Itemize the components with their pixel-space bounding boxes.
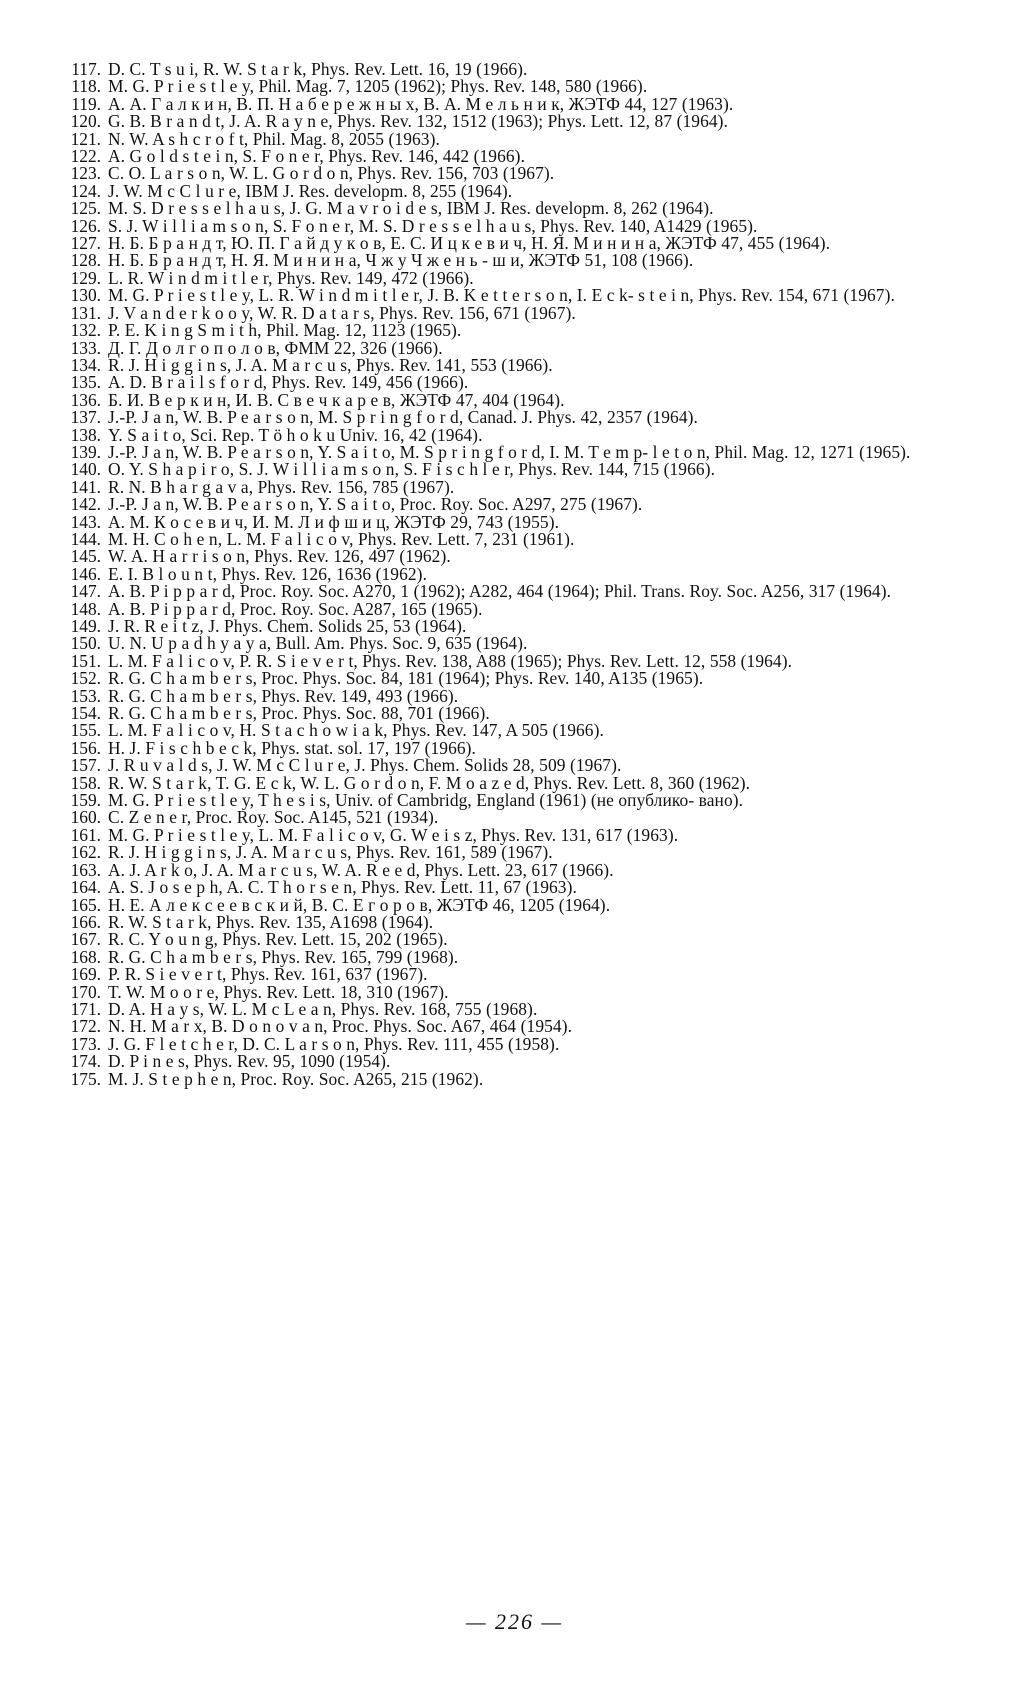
reference-text: G. B. B r a n d t, J. A. R a y n e, Phys. Rev. 132, 1512 (1963); Phys. Lett. 12, 87 (1964). [108,111,729,132]
reference-text: M. G. P r i e s t l e y, L. M. F a l i c o v, G. W e i s z, Phys. Rev. 131, 617 (1963). [108,824,679,845]
reference-text: S. J. W i l l i a m s o n, S. F o n e r, M. S. D r e s s e l h a u s, Phys. Rev. 140, A1429 (1965). [108,215,758,236]
reference-list [56,61,961,1088]
reference-text: M. G. P r i e s t l e y, Phil. Mag. 7, 1205 (1962); Phys. Rev. 148, 580 (1966). [108,76,648,97]
reference-number: 150. [70,633,101,654]
reference-text: Н. Е. А л е к с е е в с к и й, В. С. Е г о р о в, ЖЭТФ 46, 1205 (1964). [108,894,611,915]
reference-text: N. W. A s h c r o f t, Phil. Mag. 8, 2055 (1963). [108,128,440,149]
reference-number: 148. [70,598,101,619]
reference-number: 122. [70,146,101,167]
reference-number: 140. [70,459,101,480]
reference-number: 147. [70,581,101,602]
reference-text: J. R. R e i t z, J. Phys. Chem. Solids 25, 53 (1964). [108,616,467,636]
reference-number: 131. [70,302,101,323]
reference-number: 146. [70,563,101,584]
reference-number: 135. [70,372,101,393]
reference-text: M. S. D r e s s e l h a u s, J. G. M a v r o i d e s, IBM J. Res. developm. 8, 262 (1964). [108,198,714,219]
reference-text: L. M. F a l i c o v, P. R. S i e v e r t, Phys. Rev. 138, A88 (1965); Phys. Rev. Lett. 12, 558 (1964). [108,650,793,671]
reference-entry [56,879,961,896]
reference-number: 125. [70,198,101,219]
reference-number: 133. [70,337,101,358]
reference-number: 128. [70,250,101,271]
reference-number: 139. [70,441,101,462]
reference-text: J.-P. J a n, W. B. P e a r s o n, M. S p r i n g f o r d, Canad. J. Phys. 42, 2357 (1964). [108,407,698,428]
reference-text: А. М. К о с е в и ч, И. М. Л и ф ш и ц, ЖЭТФ 29, 743 (1955). [108,511,560,532]
reference-number: 136. [70,389,101,410]
reference-number: 161. [70,824,101,845]
reference-text: C. Z e n e r, Proc. Roy. Soc. A145, 521 (1934). [108,807,439,828]
reference-number: 129. [70,267,101,288]
reference-number: 138. [70,424,101,445]
reference-entry [56,113,961,130]
reference-number: 126. [70,215,101,236]
reference-text: R. N. B h a r g a v a, Phys. Rev. 156, 785 (1967). [108,476,455,497]
reference-number: 172. [70,1016,101,1037]
reference-text: P. E. K i n g S m i t h, Phil. Mag. 12, 1123 (1965). [108,320,462,341]
reference-entry [56,322,961,339]
reference-number: 117. [71,59,101,79]
page-number: — 226 — [465,1609,564,1634]
reference-text: U. N. U p a d h y a y a, Bull. Am. Phys. Soc. 9, 635 (1964). [108,633,528,654]
reference-text: J. G. F l e t c h e r, D. C. L a r s o n, Phys. Rev. 111, 455 (1958). [108,1033,560,1054]
reference-number: 174. [70,1051,101,1072]
reference-number: 159. [70,790,101,811]
reference-number: 118. [71,76,101,97]
reference-number: 166. [70,911,101,932]
reference-text: R. G. C h a m b e r s, Phys. Rev. 165, 799 (1968). [108,946,459,967]
reference-entry [56,966,961,983]
reference-number: 152. [70,668,101,689]
reference-text: R. W. S t a r k, T. G. E c k, W. L. G o r d o n, F. M o a z e d, Phys. Rev. Lett. 8, 360 (1962). [108,772,751,793]
reference-number: 151. [70,650,101,671]
reference-text: A. J. A r k o, J. A. M a r c u s, W. A. R e e d, Phys. Lett. 23, 617 (1966). [108,859,614,880]
reference-number: 127. [70,233,101,254]
reference-text: J.-P. J a n, W. B. P e a r s o n, Y. S a i t o, Proc. Roy. Soc. A297, 275 (1967). [108,494,643,515]
reference-text: O. Y. S h a p i r o, S. J. W i l l i a m s o n, S. F i s c h l e r, Phys. Rev. 144, 715 (1966). [108,459,716,480]
reference-entry [56,496,961,513]
reference-number: 132. [70,320,101,341]
reference-number: 124. [70,180,101,201]
reference-text: R. C. Y o u n g, Phys. Rev. Lett. 15, 202 (1965). [108,929,448,950]
reference-text: C. O. L a r s o n, W. L. G o r d o n, Phys. Rev. 156, 703 (1967). [108,163,555,184]
reference-number: 168. [70,946,101,967]
reference-text: R. G. C h a m b e r s, Phys. Rev. 149, 493 (1966). [108,685,459,706]
reference-text: L. M. F a l i c o v, H. S t a c h o w i a k, Phys. Rev. 147, A 505 (1966). [108,720,604,741]
reference-number: 154. [70,703,101,724]
reference-number: 171. [70,998,101,1019]
reference-number: 163. [70,859,101,880]
reference-text: A. G o l d s t e i n, S. F o n e r, Phys. Rev. 146, 442 (1966). [108,146,526,167]
reference-number: 173. [70,1033,101,1054]
reference-entry [56,1053,961,1070]
reference-text: A. S. J o s e p h, A. C. T h o r s e n, Phys. Rev. Lett. 11, 67 (1963). [108,877,577,898]
reference-number: 164. [70,877,101,898]
reference-text: R. J. H i g g i n s, J. A. M a r c u s, Phys. Rev. 161, 589 (1967). [108,842,553,863]
reference-number: 142. [70,494,101,515]
reference-entry [56,409,961,426]
reference-text: D. A. H a y s, W. L. M c L e a n, Phys. Rev. 168, 755 (1968). [108,998,538,1019]
reference-number: 137. [70,407,101,428]
reference-text: T. W. M o o r e, Phys. Rev. Lett. 18, 310 (1967). [108,981,449,1002]
reference-number: 123. [70,163,101,184]
reference-text: A. D. B r a i l s f o r d, Phys. Rev. 149, 456 (1966). [108,372,469,393]
reference-number: 120. [70,111,101,132]
reference-entry [56,1068,961,1089]
reference-text: Н. Б. Б р а н д т, Ю. П. Г а й д у к о в, Е. С. И ц к е в и ч, Н. Я. М и н и н а, ЖЭТФ 47, 455 (1964). [108,233,831,254]
reference-number: 121. [70,128,101,149]
reference-text: D. C. T s u i, R. W. S t a r k, Phys. Rev. Lett. 16, 19 (1966). [108,59,528,79]
reference-text: N. H. M a r x, B. D o n o v a n, Proc. Phys. Soc. A67, 464 (1954). [108,1016,573,1037]
reference-number: 141. [70,476,101,497]
reference-number: 145. [70,546,101,567]
reference-number: 155. [70,720,101,741]
reference-text: R. J. H i g g i n s, J. A. M a r c u s, Phys. Rev. 141, 553 (1966). [108,354,553,375]
reference-number: 156. [70,737,101,758]
reference-text: A. B. P i p p a r d, Proc. Roy. Soc. A270, 1 (1962); A282, 464 (1964); Phil. Trans. Roy. Soc. A256, 317 (1964). [108,581,892,602]
reference-text: M. G. P r i e s t l e y, T h e s i s, Univ. of Cambridg, England (1961) (не опублико- вано). [108,790,744,811]
reference-number: 169. [70,964,101,985]
reference-text: Д. Г. Д о л г о п о л о в, ФММ 22, 326 (1966). [108,337,443,358]
reference-number: 143. [70,511,101,532]
reference-text: H. J. F i s c h b e c k, Phys. stat. sol. 17, 197 (1966). [108,737,476,758]
reference-text: J.-P. J a n, W. B. P e a r s o n, Y. S a i t o, M. S p r i n g f o r d, I. M. T e m p- l e t o n, Phil. Mag. 12, 1271 (1965). [108,441,911,462]
reference-number: 160. [70,807,101,828]
reference-entry [56,670,961,687]
reference-number: 170. [70,981,101,1002]
reference-text: R. G. C h a m b e r s, Proc. Phys. Soc. 84, 181 (1964); Phys. Rev. 140, A135 (1965). [108,668,704,689]
reference-number: 134. [70,354,101,375]
reference-text: Y. S a i t o, Sci. Rep. T ö h o k u Univ. 16, 42 (1964). [108,424,483,445]
reference-number: 130. [70,285,101,306]
reference-text: R. W. S t a r k, Phys. Rev. 135, A1698 (1964). [108,911,434,932]
reference-text: J. W. M c C l u r e, IBM J. Res. developm. 8, 255 (1964). [108,180,513,201]
reference-number: 149. [70,616,101,636]
reference-text: R. G. C h a m b e r s, Proc. Phys. Soc. 88, 701 (1966). [108,703,490,724]
reference-text: А. А. Г а л к и н, В. П. Н а б е р е ж н ы х, В. А. М е л ь н и к, ЖЭТФ 44, 127 (1963). [108,93,734,114]
reference-text: M. G. P r i e s t l e y, L. R. W i n d m i t l e r, J. B. K e t t e r s o n, I. E c k- s t e i n, Phys. Rev. 154, 671 (1967). [108,285,895,306]
reference-text: W. A. H a r r i s o n, Phys. Rev. 126, 497 (1962). [108,546,451,567]
reference-text: Б. И. В е р к и н, И. В. С в е ч к а р е в, ЖЭТФ 47, 404 (1964). [108,389,565,410]
reference-text: E. I. B l o u n t, Phys. Rev. 126, 1636 (1962). [108,563,428,584]
reference-number: 153. [70,685,101,706]
reference-text: P. R. S i e v e r t, Phys. Rev. 161, 637 (1967). [108,964,428,985]
reference-text: Н. Б. Б р а н д т, Н. Я. М и н и н а, Ч ж у Ч ж е н ь - ш и, ЖЭТФ 51, 108 (1966). [108,250,694,271]
reference-number: 162. [70,842,101,863]
reference-number: 165. [70,894,101,915]
reference-number: 158. [70,772,101,793]
reference-number: 167. [70,929,101,950]
reference-text: L. R. W i n d m i t l e r, Phys. Rev. 149, 472 (1966). [108,267,474,288]
reference-text: D. P i n e s, Phys. Rev. 95, 1090 (1954). [108,1051,391,1072]
reference-number: 175. [70,1068,101,1089]
reference-text: J. V a n d e r k o o y, W. R. D a t a r s, Phys. Rev. 156, 671 (1967). [108,302,576,323]
reference-number: 157. [70,755,101,776]
reference-text: M. H. C o h e n, L. M. F a l i c o v, Phys. Rev. Lett. 7, 231 (1961). [108,528,575,549]
reference-text: M. J. S t e p h e n, Proc. Roy. Soc. A265, 215 (1962). [108,1068,484,1089]
reference-entry [56,583,961,600]
reference-text: J. R u v a l d s, J. W. M c C l u r e, J. Phys. Chem. Solids 28, 509 (1967). [108,755,622,776]
reference-text: A. B. P i p p a r d, Proc. Roy. Soc. A287, 165 (1965). [108,598,483,619]
reference-number: 119. [71,93,101,114]
reference-number: 144. [70,528,101,549]
